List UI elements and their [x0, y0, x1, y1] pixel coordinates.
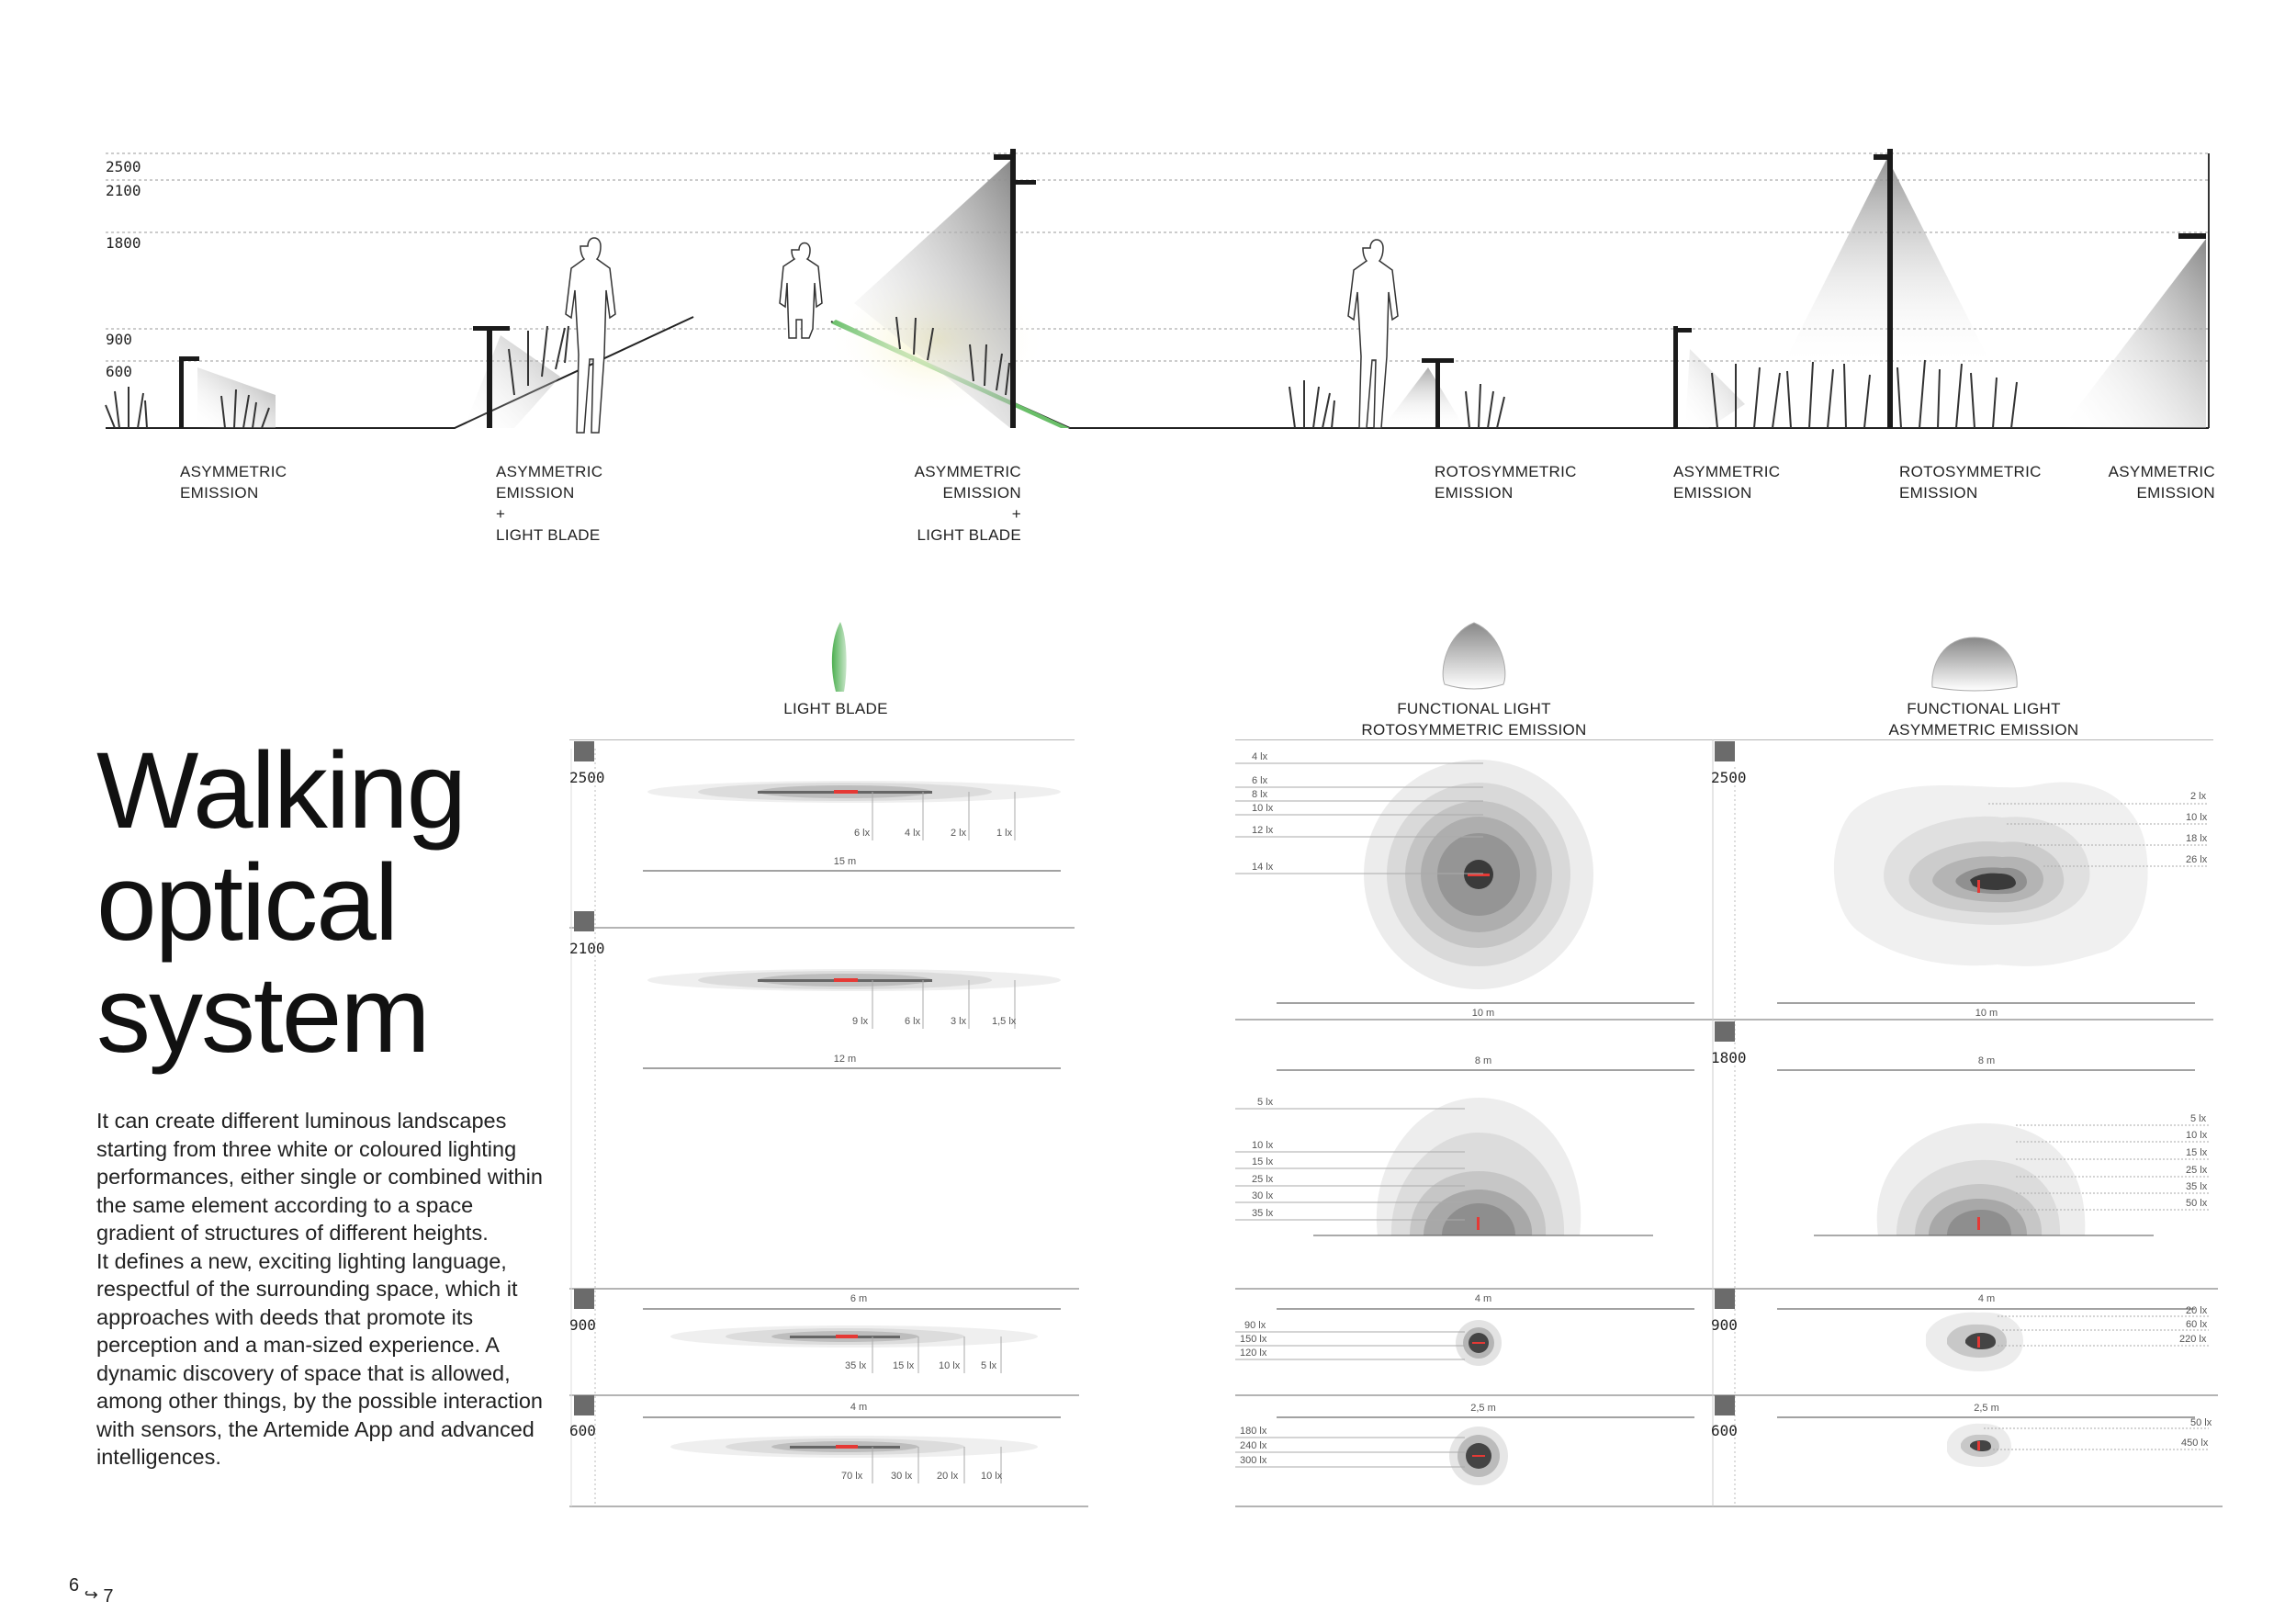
axis-600: 600: [106, 363, 132, 380]
svg-text:240 lx: 240 lx: [1240, 1440, 1267, 1451]
blade-h-2500: 2500: [569, 769, 605, 786]
blade-row-3: [643, 1293, 1061, 1373]
svg-text:10 lx: 10 lx: [939, 1360, 961, 1371]
section-label-4: ROTOSYMMETRIC EMISSION: [1435, 463, 1577, 502]
rotosymmetric-title: FUNCTIONAL LIGHT ROTOSYMMETRIC EMISSION: [1361, 700, 1587, 739]
svg-text:10 lx: 10 lx: [981, 1471, 1003, 1482]
page-title: Walking optical system: [96, 730, 466, 1076]
svg-text:35 lx: 35 lx: [845, 1360, 867, 1371]
description: It can create different luminous landscapes starting from three white or coloured lighting performances, either single or combined within the same element according to a space gradient of structures of different heights. It defines a new, exciting lighting language, respectful of the surrounding space, which it approaches with deeds that promote its perception and a man-sized experience. A dynamic discovery of space that is allowed, among other things, by the possible interaction with sensors, the Artemide App and advanced intelligences.: [96, 1109, 543, 1469]
page-number: [69, 1575, 114, 1607]
svg-text:18 lx: 18 lx: [2186, 833, 2208, 844]
roto-row-3: [1235, 1293, 1694, 1366]
svg-text:2 lx: 2 lx: [2190, 791, 2207, 802]
svg-text:1 lx: 1 lx: [996, 828, 1013, 839]
section-label-2: ASYMMETRIC EMISSION + LIGHT BLADE: [496, 463, 603, 544]
svg-text:15 lx: 15 lx: [1252, 1156, 1274, 1167]
axis-2500: 2500: [106, 158, 141, 175]
asym-row-2: [1777, 1055, 2209, 1235]
blade-h-600: 600: [569, 1422, 596, 1439]
svg-text:10 lx: 10 lx: [1252, 803, 1274, 814]
svg-text:25 lx: 25 lx: [1252, 1174, 1274, 1185]
svg-text:26 lx: 26 lx: [2186, 854, 2208, 865]
svg-text:15 m: 15 m: [833, 856, 857, 867]
svg-text:2 lx: 2 lx: [951, 828, 967, 839]
roto-row-4: [1235, 1403, 1694, 1485]
svg-text:10 m: 10 m: [1471, 1008, 1495, 1019]
svg-text:50 lx: 50 lx: [2190, 1417, 2212, 1428]
asymmetric-title: FUNCTIONAL LIGHT ASYMMETRIC EMISSION: [1888, 700, 2079, 739]
svg-text:4 m: 4 m: [1977, 1293, 1996, 1304]
svg-text:5 lx: 5 lx: [1257, 1097, 1274, 1108]
svg-text:50 lx: 50 lx: [2186, 1198, 2208, 1209]
asym-h-900: 900: [1711, 1316, 1738, 1334]
section-label-3: ASYMMETRIC EMISSION + LIGHT BLADE: [914, 463, 1021, 544]
svg-text:4 m: 4 m: [1474, 1293, 1492, 1304]
svg-text:4 m: 4 m: [850, 1402, 868, 1413]
axis-2100: 2100: [106, 182, 141, 199]
light-blade-title: LIGHT BLADE: [783, 700, 888, 717]
svg-text:9 lx: 9 lx: [852, 1016, 869, 1027]
svg-text:10 m: 10 m: [1975, 1008, 1998, 1019]
asym-row-3: [1777, 1293, 2209, 1371]
rotosymmetric-panel: [1235, 739, 2227, 1511]
height-axis-labels: [106, 158, 141, 380]
svg-text:30 lx: 30 lx: [891, 1471, 913, 1482]
section-label-6: ROTOSYMMETRIC EMISSION: [1899, 463, 2042, 502]
svg-text:3 lx: 3 lx: [951, 1016, 967, 1027]
svg-text:14 lx: 14 lx: [1252, 862, 1274, 873]
svg-text:25 lx: 25 lx: [2186, 1165, 2208, 1176]
roto-row-2: [1235, 1055, 1694, 1235]
blade-row-4: [643, 1402, 1061, 1483]
section-label-5: ASYMMETRIC EMISSION: [1673, 463, 1781, 502]
svg-text:35 lx: 35 lx: [1252, 1208, 1274, 1219]
svg-text:10 lx: 10 lx: [2186, 812, 2208, 823]
asym-row-4: [1777, 1403, 2212, 1467]
asym-h-2500: 2500: [1711, 769, 1747, 786]
svg-text:30 lx: 30 lx: [1252, 1190, 1274, 1201]
svg-text:35 lx: 35 lx: [2186, 1181, 2208, 1192]
svg-text:12 m: 12 m: [833, 1054, 857, 1065]
section-label-1: ASYMMETRIC EMISSION: [180, 463, 287, 502]
svg-text:60 lx: 60 lx: [2186, 1319, 2208, 1330]
svg-text:1,5 lx: 1,5 lx: [992, 1016, 1017, 1027]
axis-900: 900: [106, 331, 132, 348]
svg-text:12 lx: 12 lx: [1252, 825, 1274, 836]
svg-text:300 lx: 300 lx: [1240, 1455, 1267, 1466]
asymmetric-icon: [1929, 634, 2020, 693]
svg-text:10 lx: 10 lx: [2186, 1130, 2208, 1141]
svg-text:6 lx: 6 lx: [1252, 775, 1268, 786]
rotosymmetric-icon: [1437, 620, 1511, 692]
asym-row-1: [1777, 782, 2209, 1019]
svg-text:20 lx: 20 lx: [937, 1471, 959, 1482]
svg-text:8 m: 8 m: [1977, 1055, 1996, 1066]
svg-text:6 lx: 6 lx: [854, 828, 871, 839]
svg-text:220 lx: 220 lx: [2179, 1334, 2207, 1345]
svg-text:8 lx: 8 lx: [1252, 789, 1268, 800]
svg-text:10 lx: 10 lx: [1252, 1140, 1274, 1151]
roto-row-1: [1235, 751, 1694, 1019]
svg-text:70 lx: 70 lx: [841, 1471, 863, 1482]
svg-text:90 lx: 90 lx: [1244, 1320, 1266, 1331]
svg-text:450 lx: 450 lx: [2181, 1438, 2209, 1449]
svg-text:15 lx: 15 lx: [2186, 1147, 2208, 1158]
section-label-7: ASYMMETRIC EMISSION: [2108, 463, 2215, 502]
blade-row-1: [643, 781, 1061, 871]
blade-row-2: [643, 969, 1061, 1068]
light-blade-panel: [569, 739, 1093, 1511]
svg-text:2,5 m: 2,5 m: [1470, 1403, 1496, 1414]
axis-1800: 1800: [106, 234, 141, 252]
asym-h-1800: 1800: [1711, 1049, 1747, 1066]
svg-text:2,5 m: 2,5 m: [1974, 1403, 1999, 1414]
svg-text:5 lx: 5 lx: [981, 1360, 997, 1371]
page-right: 7: [103, 1586, 114, 1607]
svg-text:5 lx: 5 lx: [2190, 1113, 2207, 1124]
svg-text:8 m: 8 m: [1474, 1055, 1492, 1066]
svg-text:4 lx: 4 lx: [1252, 751, 1268, 762]
svg-text:15 lx: 15 lx: [893, 1360, 915, 1371]
svg-text:6 m: 6 m: [850, 1293, 868, 1304]
asym-h-600: 600: [1711, 1422, 1738, 1439]
svg-text:120 lx: 120 lx: [1240, 1348, 1267, 1359]
svg-text:150 lx: 150 lx: [1240, 1334, 1267, 1345]
svg-text:180 lx: 180 lx: [1240, 1426, 1267, 1437]
page-arrow-icon: ↪: [84, 1585, 98, 1604]
svg-text:4 lx: 4 lx: [905, 828, 921, 839]
blade-h-900: 900: [569, 1316, 596, 1334]
svg-text:20 lx: 20 lx: [2186, 1305, 2208, 1316]
svg-text:6 lx: 6 lx: [905, 1016, 921, 1027]
page-left: 6: [69, 1575, 80, 1596]
blade-h-2100: 2100: [569, 940, 605, 957]
light-blade-icon: [822, 620, 859, 694]
